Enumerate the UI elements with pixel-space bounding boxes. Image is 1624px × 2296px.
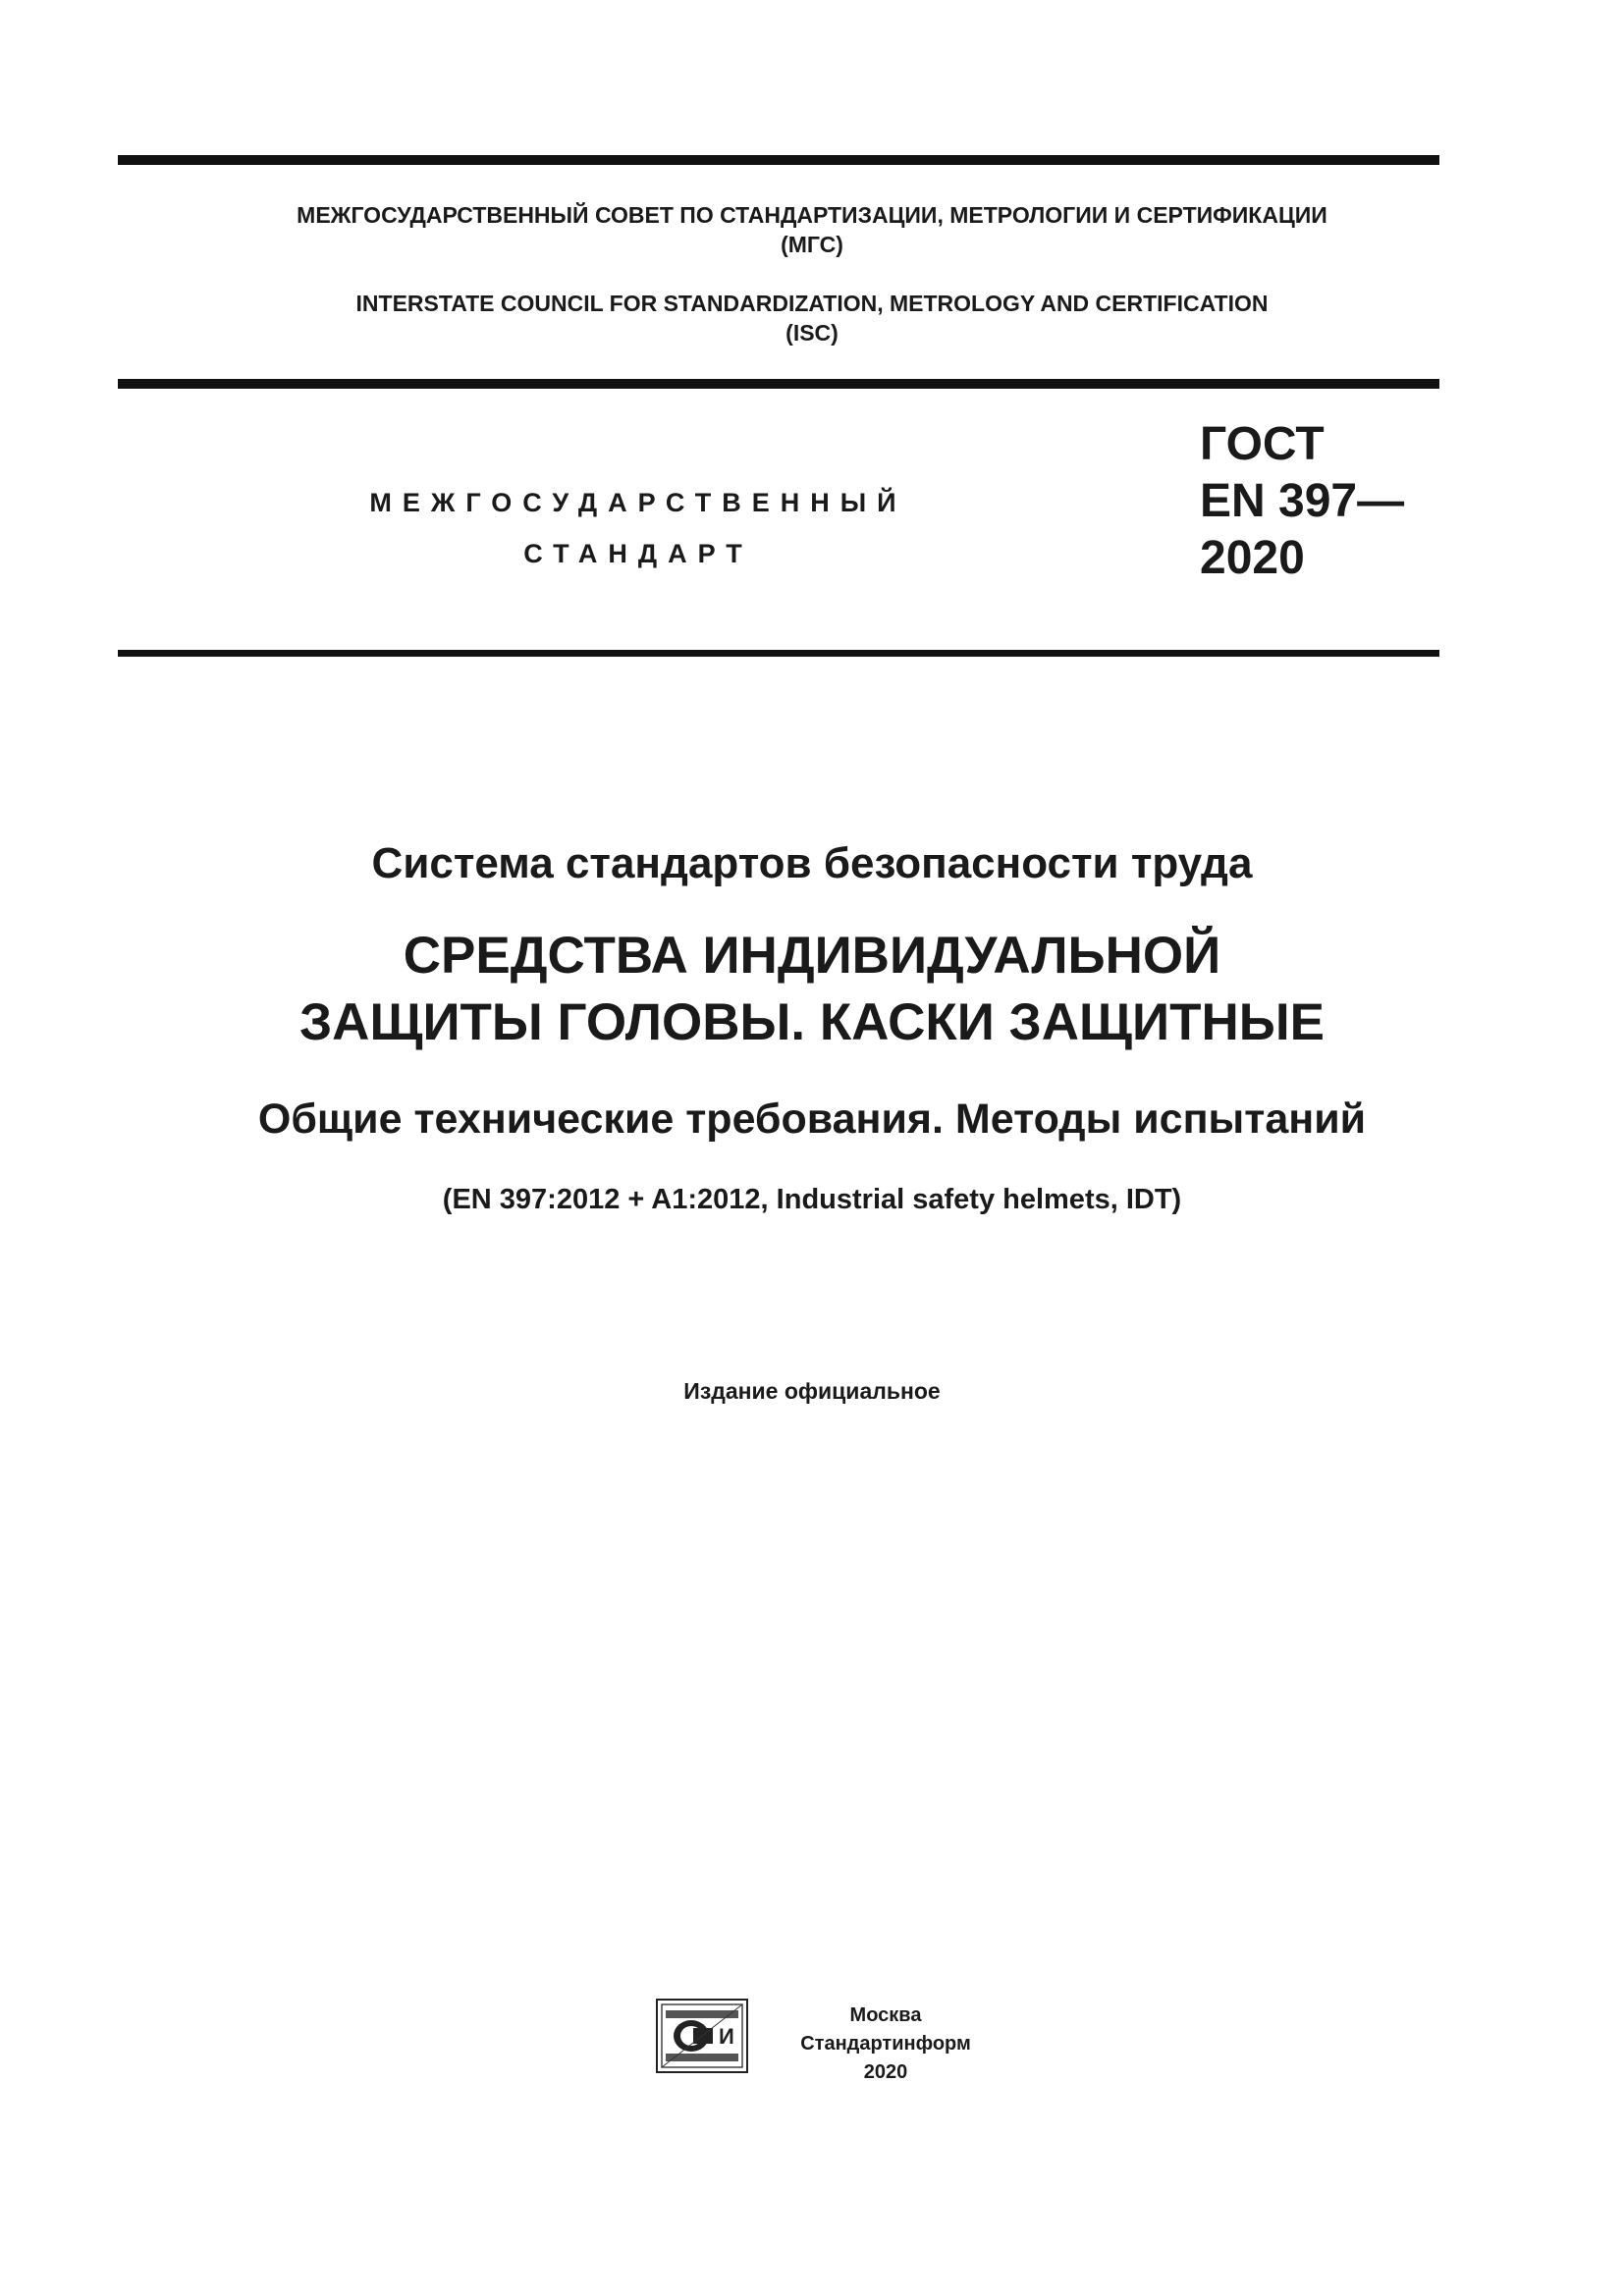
standartinform-logo-icon — [656, 1999, 748, 2073]
header-middle-rule — [118, 379, 1439, 389]
council-name-en-text: INTERSTATE COUNCIL FOR STANDARDIZATION, METROLOGY AND CERTIFICATION — [355, 291, 1269, 316]
publisher-name: Стандартинформ — [800, 2033, 971, 2055]
header-bottom-rule — [118, 650, 1439, 657]
gost-code-line2: EN 397— — [1200, 475, 1405, 527]
council-name-en — [0, 289, 1624, 347]
council-name-ru — [0, 200, 1624, 259]
publisher-city: Москва — [849, 2004, 922, 2026]
publisher-year: 2020 — [863, 2061, 908, 2083]
main-title — [0, 923, 1624, 1056]
standard-type-line1: МЕЖГОСУДАРСТВЕННЫЙ — [369, 488, 907, 517]
main-title-line1: СРЕДСТВА ИНДИВИДУАЛЬНОЙ — [403, 927, 1221, 985]
council-name-ru-text: МЕЖГОСУДАРСТВЕННЫЙ СОВЕТ ПО СТАНДАРТИЗАЦИИ, МЕТРОЛОГИИ И СЕРТИФИКАЦИИ — [297, 202, 1327, 228]
gost-designation — [1200, 416, 1404, 587]
main-title-line2: ЗАЩИТЫ ГОЛОВЫ. КАСКИ ЗАЩИТНЫЕ — [298, 993, 1326, 1051]
standard-type-line2: СТАНДАРТ — [523, 539, 753, 568]
gost-code-line3: 2020 — [1200, 532, 1305, 584]
reference-line: (EN 397:2012 + A1:2012, Industrial safety helmets, IDT) — [442, 1184, 1182, 1215]
subtitle: Общие технические требования. Методы испытаний — [257, 1095, 1367, 1143]
series-title: Система стандартов безопасности труда — [371, 839, 1253, 887]
edition-note: Издание официальное — [683, 1378, 941, 1404]
publisher-block — [768, 2002, 1003, 2087]
header-top-rule — [118, 155, 1439, 165]
council-abbr-en: (ISC) — [785, 320, 839, 346]
gost-code-line1: ГОСТ — [1200, 418, 1325, 470]
standard-type — [295, 477, 982, 579]
council-abbr-ru: (МГС) — [781, 232, 843, 257]
svg-text:И: И — [719, 2024, 734, 2049]
